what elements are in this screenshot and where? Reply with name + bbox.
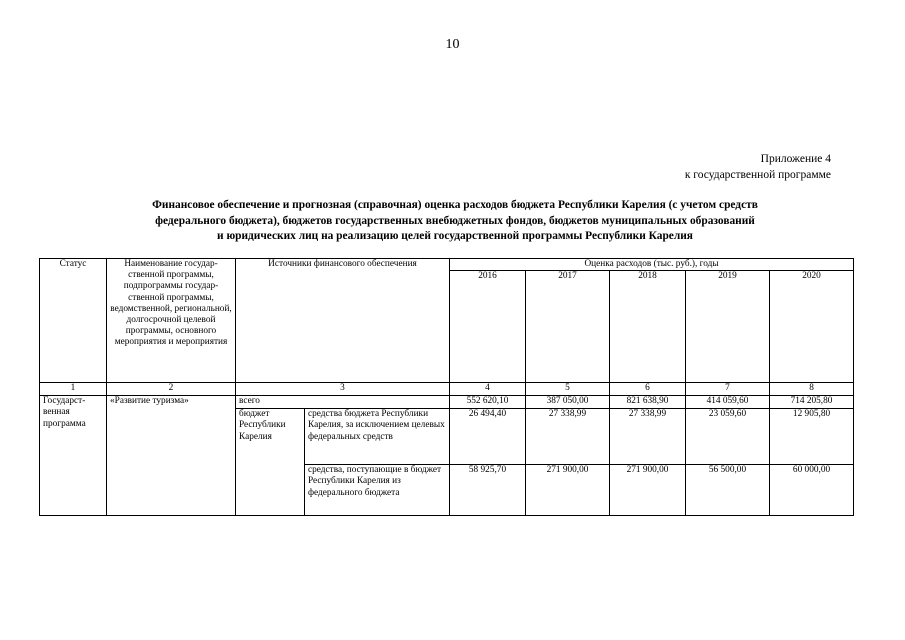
row-label-federal: средства, поступающие в бюджет Республики Карелия из федерального бюджета bbox=[305, 465, 450, 516]
document-title bbox=[60, 198, 850, 245]
header-year: 2018 bbox=[610, 271, 686, 383]
regional-value: 27 338,99 bbox=[610, 409, 686, 465]
total-value: 714 205,80 bbox=[770, 396, 854, 409]
program-name: «Развитие туризма» bbox=[107, 396, 236, 516]
header-name: Наименование государ-ственной программы, подпрограммы государ-ственной программы, ведомственной, региональной, долгосрочной целевой программы, основного мероприятия и мероприятия bbox=[107, 259, 236, 383]
header-year: 2016 bbox=[450, 271, 526, 383]
column-number: 1 bbox=[40, 383, 107, 396]
regional-value: 23 059,60 bbox=[686, 409, 770, 465]
federal-value: 271 900,00 bbox=[610, 465, 686, 516]
total-value: 387 050,00 bbox=[526, 396, 610, 409]
header-estimate: Оценка расходов (тыс. руб.), годы bbox=[450, 259, 854, 271]
federal-value: 271 900,00 bbox=[526, 465, 610, 516]
column-number: 8 bbox=[770, 383, 854, 396]
column-number: 3 bbox=[236, 383, 450, 396]
total-value: 414 059,60 bbox=[686, 396, 770, 409]
column-number: 4 bbox=[450, 383, 526, 396]
title-line-3: и юридических лиц на реализацию целей государственной программы Республики Карелия bbox=[217, 230, 693, 242]
header-year: 2019 bbox=[686, 271, 770, 383]
federal-value: 56 500,00 bbox=[686, 465, 770, 516]
regional-value: 27 338,99 bbox=[526, 409, 610, 465]
regional-value: 26 494,40 bbox=[450, 409, 526, 465]
header-sources: Источники финансового обеспечения bbox=[236, 259, 450, 383]
header-year: 2017 bbox=[526, 271, 610, 383]
title-line-2: федерального бюджета), бюджетов государственных внебюджетных фондов, бюджетов муниципальных образований bbox=[155, 214, 755, 227]
federal-value: 60 000,00 bbox=[770, 465, 854, 516]
total-value: 821 638,90 bbox=[610, 396, 686, 409]
column-number: 2 bbox=[107, 383, 236, 396]
federal-value: 58 925,70 bbox=[450, 465, 526, 516]
row-label-regional: средства бюджета Республики Карелия, за исключением целевых федеральных средств bbox=[305, 409, 450, 465]
header-year: 2020 bbox=[770, 271, 854, 383]
column-number: 6 bbox=[610, 383, 686, 396]
title-line-1: Финансовое обеспечение и прогнозная (справочная) оценка расходов бюджета Республики Карелия (с учетом средств bbox=[152, 199, 758, 211]
status-cell: Государст-венная программа bbox=[40, 396, 107, 516]
budget-label: бюджет Республики Карелия bbox=[236, 409, 305, 516]
appendix-line-2: к государственной программе bbox=[684, 169, 831, 181]
finance-table bbox=[39, 258, 854, 516]
appendix-line-1: Приложение 4 bbox=[760, 153, 831, 165]
regional-value: 12 905,80 bbox=[770, 409, 854, 465]
column-number: 7 bbox=[686, 383, 770, 396]
page-number: 10 bbox=[445, 37, 460, 52]
row-label-total: всего bbox=[236, 396, 450, 409]
column-number: 5 bbox=[526, 383, 610, 396]
header-status: Статус bbox=[40, 259, 107, 383]
total-value: 552 620,10 bbox=[450, 396, 526, 409]
appendix-caption bbox=[685, 151, 831, 183]
